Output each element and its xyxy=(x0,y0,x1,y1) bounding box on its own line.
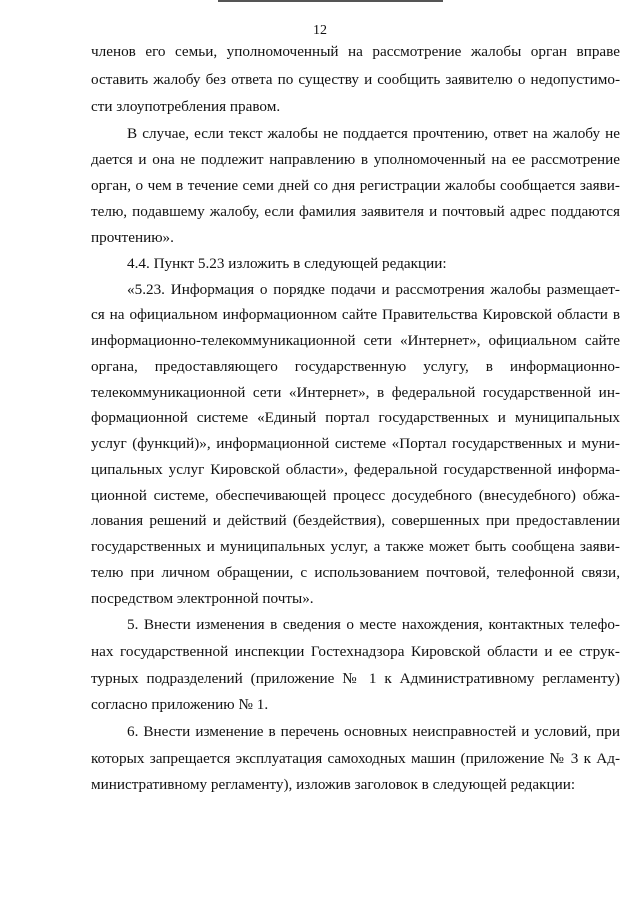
text-line: информационно-телекоммуникационной сети «Интернет», официальном сайте xyxy=(91,332,620,349)
text-line: прочтению». xyxy=(91,229,174,246)
text-line: «5.23. Информация о порядке подачи и рассмотрения жалобы размещает- xyxy=(127,281,620,298)
text-line: 4.4. Пункт 5.23 изложить в следующей редакции: xyxy=(127,255,447,272)
text-line: телекоммуникационной сети «Интернет», в федеральной государственной ин- xyxy=(91,384,620,401)
text-line: согласно приложению № 1. xyxy=(91,696,269,713)
text-line: ся на официальном информационном сайте Правительства Кировской области в xyxy=(91,306,620,323)
text-line: которых запрещается эксплуатация самоходных машин (приложение № 3 к Ад- xyxy=(91,750,620,767)
text-line: органа, предоставляющего государственную услугу, в информационно- xyxy=(91,358,620,375)
text-line: орган, о чем в течение семи дней со дня регистрации жалобы сообщается заяви- xyxy=(91,177,620,194)
top-rule xyxy=(218,0,443,2)
text-line: государственных и муниципальных услуг, а также может быть сообщена заяви- xyxy=(91,538,620,555)
text-line: нах государственной инспекции Гостехнадзора Кировской области и ее струк- xyxy=(91,643,620,660)
text-line: телю, подавшему жалобу, если фамилия заявителя и почтовый адрес поддаются xyxy=(91,203,620,220)
text-line: дается и она не подлежит направлению в уполномоченный на ее рассмотрение xyxy=(91,151,620,168)
text-line: турных подразделений (приложение № 1 к Административному регламенту) xyxy=(91,670,620,687)
text-line: В случае, если текст жалобы не поддается прочтению, ответ на жалобу не xyxy=(127,125,620,142)
page-number: 12 xyxy=(313,23,327,38)
text-line: ционной системе, обеспечивающей процесс досудебного (внесудебного) обжа- xyxy=(91,487,620,504)
text-line: телю при личном обращении, с использованием почтовой, телефонной связи, xyxy=(91,564,620,581)
text-line: ципальных услуг Кировской области», федеральной государственной информа- xyxy=(91,461,620,478)
text-line: членов его семьи, уполномоченный на рассмотрение жалобы орган вправе xyxy=(91,43,620,60)
text-line: 6. Внести изменение в перечень основных неисправностей и условий, при xyxy=(127,723,620,740)
text-line: министративному регламенту), изложив заголовок в следующей редакции: xyxy=(91,776,576,793)
text-line: лования решений и действий (бездействия), совершенных при предоставлении xyxy=(91,512,620,529)
text-line: сти злоупотребления правом. xyxy=(91,98,281,115)
text-line: 5. Внести изменения в сведения о месте нахождения, контактных телефо- xyxy=(127,616,620,633)
text-line: посредством электронной почты». xyxy=(91,590,314,607)
text-line: услуг (функций)», информационной системе «Портал государственных и муни- xyxy=(91,435,620,452)
text-line: формационной системе «Единый портал государственных и муниципальных xyxy=(91,409,620,426)
text-line: оставить жалобу без ответа по существу и сообщить заявителю о недопустимо- xyxy=(91,71,620,88)
